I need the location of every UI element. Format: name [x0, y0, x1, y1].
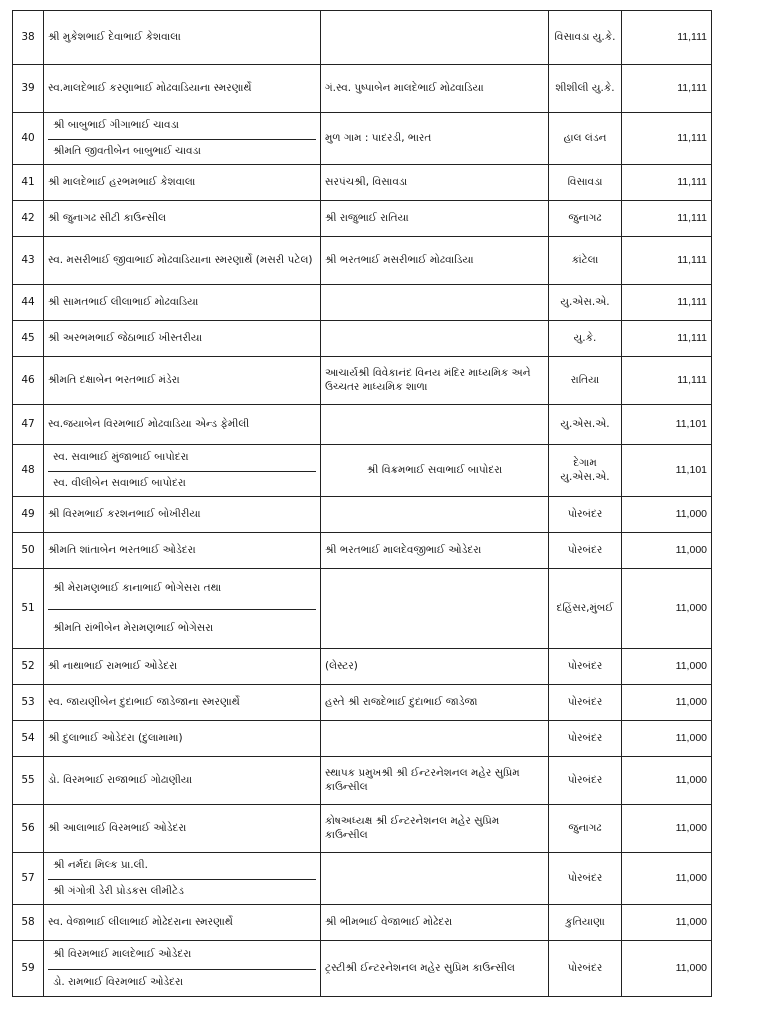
donation-amount: 11,111	[622, 285, 712, 321]
donor-name: શ્રી જુનાગઢ સીટી કાઉન્સીલ	[44, 201, 321, 237]
donor-note: સ્થાપક પ્રમુખશ્રી શ્રી ઈન્ટરનેશનલ મહેર સુપ્રિમ કાઉન્સીલ	[321, 757, 549, 805]
donor-name: શ્રી ગંગોત્રી ડેરી પ્રોડકસ લીમીટેડ	[48, 879, 316, 905]
donor-note: મુળ ગામ : પાદરડી, ભારત	[321, 113, 549, 165]
donor-note	[321, 569, 549, 649]
donor-names-cell	[44, 113, 321, 165]
donation-amount: 11,111	[622, 165, 712, 201]
table-row	[13, 853, 712, 905]
donor-note: શ્રી ભરતભાઈ માલદેવજીભાઈ ઓડેદરા	[321, 533, 549, 569]
donation-amount: 11,111	[622, 113, 712, 165]
donor-place: દેગામ યુ.એસ.એ.	[549, 445, 622, 497]
donor-name: શ્રી અરભમભાઈ જેઠાભાઈ ખીસ્તરીયા	[44, 321, 321, 357]
donation-amount: 11,000	[622, 721, 712, 757]
donor-place: કાંટેલા	[549, 237, 622, 285]
donor-place: યુ.એસ.એ.	[549, 285, 622, 321]
table-row	[13, 237, 712, 285]
donor-names-cell	[44, 445, 321, 497]
donation-amount: 11,111	[622, 321, 712, 357]
donor-place: પોરબંદર	[549, 685, 622, 721]
donor-place: શીશીલી યુ.કે.	[549, 65, 622, 113]
table-row	[13, 721, 712, 757]
table-row	[13, 357, 712, 405]
donor-note: સરપંચશ્રી, વિસાવડા	[321, 165, 549, 201]
donor-note	[321, 321, 549, 357]
row-number: 52	[13, 649, 44, 685]
donor-name: શ્રી નાથાભાઈ રામભાઈ ઓડેદરા	[44, 649, 321, 685]
donation-amount: 11,000	[622, 685, 712, 721]
donor-name: સ્વ. સવાભાઈ મુંજાભાઈ બાપોદરા	[53, 451, 189, 464]
donor-place: યુ.એસ.એ.	[549, 405, 622, 445]
table-row	[13, 11, 712, 65]
row-number: 49	[13, 497, 44, 533]
donor-name: સ્વ.જયાબેન વિરમભાઈ મોઢવાડિયા એન્ડ ફેમીલી	[44, 405, 321, 445]
row-number: 39	[13, 65, 44, 113]
donation-amount: 11,111	[622, 201, 712, 237]
donor-place: વિસાવડા યુ.કે.	[549, 11, 622, 65]
donor-place: દહિંસર,મુંબઈ	[549, 569, 622, 649]
donor-name: સ્વ. વીલીબેન સવાભાઈ બાપોદરા	[48, 471, 316, 497]
donor-table	[12, 10, 712, 997]
row-number: 55	[13, 757, 44, 805]
row-number: 51	[13, 569, 44, 649]
table-row	[13, 569, 712, 649]
donor-place: જુનાગઢ	[549, 805, 622, 853]
donor-note: આચાર્યશ્રી વિવેકાનંદ વિનય મંદિર માધ્યમિક અને ઉચ્ચતર માધ્યમિક શાળા	[321, 357, 549, 405]
table-row	[13, 405, 712, 445]
donor-name: શ્રીમતિ દક્ષાબેન ભરતભાઈ મંડેરા	[44, 357, 321, 405]
table-row	[13, 497, 712, 533]
donation-amount: 11,000	[622, 905, 712, 941]
donor-note: ટ્રસ્ટીશ્રી ઈન્ટરનેશનલ મહેર સુપ્રિમ કાઉન્સીલ	[321, 941, 549, 997]
donation-amount: 11,000	[622, 497, 712, 533]
table-row	[13, 905, 712, 941]
row-number: 43	[13, 237, 44, 285]
donor-place: પોરબંદર	[549, 853, 622, 905]
donor-name: શ્રીમતિ શાંતાબેન ભરતભાઈ ઓડેદરા	[44, 533, 321, 569]
row-number: 41	[13, 165, 44, 201]
donor-names-cell	[44, 569, 321, 649]
table-row	[13, 757, 712, 805]
donor-note: શ્રી ભરતભાઈ મસરીભાઈ મોઢવાડિયા	[321, 237, 549, 285]
donation-amount: 11,101	[622, 445, 712, 497]
donor-name: શ્રી મુકેશભાઈ દેવાભાઈ કેશવાલા	[44, 11, 321, 65]
donor-name: સ્વ. મસરીભાઈ જીવાભાઈ મોઢવાડિયાના સ્મરણાર્થે (મસરી પટેલ)	[44, 237, 321, 285]
table-row	[13, 445, 712, 497]
donor-place: પોરબંદર	[549, 497, 622, 533]
donation-amount: 11,000	[622, 649, 712, 685]
donor-name: શ્રી મેરામણભાઈ કાનાભાઈ ભોગેસરા તથા	[53, 582, 222, 595]
row-number: 45	[13, 321, 44, 357]
donation-amount: 11,000	[622, 941, 712, 997]
donor-note	[321, 497, 549, 533]
donation-amount: 11,111	[622, 11, 712, 65]
donor-name: શ્રી આલાભાઈ વિરમભાઈ ઓડેદરા	[44, 805, 321, 853]
row-number: 38	[13, 11, 44, 65]
row-number: 56	[13, 805, 44, 853]
donor-note	[321, 405, 549, 445]
row-number: 42	[13, 201, 44, 237]
table-row	[13, 533, 712, 569]
donor-names-cell	[44, 941, 321, 997]
donor-place: યુ.કે.	[549, 321, 622, 357]
table-row	[13, 201, 712, 237]
table-row	[13, 685, 712, 721]
donor-place: પોરબંદર	[549, 533, 622, 569]
donor-note: શ્રી ભીમભાઈ વેજાભાઈ મોઢેદરા	[321, 905, 549, 941]
donor-note: શ્રી વિક્રમભાઈ સવાભાઈ બાપોદરા	[321, 445, 549, 497]
donor-note	[321, 721, 549, 757]
donor-note: ગં.સ્વ. પુષ્પાબેન માલદેભાઈ મોઢવાડિયા	[321, 65, 549, 113]
donor-note: હસ્તે શ્રી રાજદેભાઈ દુદાભાઈ જાડેજા	[321, 685, 549, 721]
donor-place: પોરબંદર	[549, 757, 622, 805]
donor-name: શ્રી સામતભાઈ લીલાભાઈ મોઢવાડિયા	[44, 285, 321, 321]
row-number: 59	[13, 941, 44, 997]
donor-place: જુનાગઢ	[549, 201, 622, 237]
donor-name: ડો. રામભાઈ વિરમભાઈ ઓડેદરા	[48, 969, 316, 997]
donor-name: સ્વ. જાયણીબેન દુદાભાઈ જાડેજાના સ્મરણાર્થે	[44, 685, 321, 721]
donor-place: હાલ લંડન	[549, 113, 622, 165]
row-number: 47	[13, 405, 44, 445]
donor-name: શ્રીમતિ રાંભીબેન મેરામણભાઈ ભોગેસરા	[48, 609, 316, 649]
row-number: 53	[13, 685, 44, 721]
donor-name: સ્વ.માલદેભાઈ કરણાભાઈ મોઢવાડિયાના સ્મરણાર્થે	[44, 65, 321, 113]
donor-name: શ્રી નર્મદા મિલ્ક પ્રા.લી.	[53, 859, 148, 872]
donor-name: શ્રી બાબુભાઈ ગીગાભાઈ ચાવડા	[53, 119, 179, 132]
donor-name: શ્રી વિરમભાઈ કરશનભાઈ બોખીરીયા	[44, 497, 321, 533]
donor-note: શ્રી રાજુભાઈ રાતિયા	[321, 201, 549, 237]
row-number: 44	[13, 285, 44, 321]
donor-names-cell	[44, 853, 321, 905]
donation-amount: 11,000	[622, 533, 712, 569]
donor-name: શ્રી માલદેભાઈ હરભમભાઈ કેશવાલા	[44, 165, 321, 201]
donation-amount: 11,000	[622, 853, 712, 905]
donation-amount: 11,101	[622, 405, 712, 445]
donor-name: ડો. વિરમભાઈ રાજાભાઈ ગોઢાણીયા	[44, 757, 321, 805]
donor-note	[321, 11, 549, 65]
table-row	[13, 941, 712, 997]
donor-place: વિસાવડા	[549, 165, 622, 201]
table-row	[13, 321, 712, 357]
donor-place: કુતિયાણા	[549, 905, 622, 941]
donor-name: શ્રી વિરમભાઈ માલદેભાઈ ઓડેદરા	[53, 948, 192, 961]
donation-amount: 11,000	[622, 757, 712, 805]
donor-note: કોષઅધ્યક્ષ શ્રી ઈન્ટરનેશનલ મહેર સુપ્રિમ કાઉન્સીલ	[321, 805, 549, 853]
table-row	[13, 113, 712, 165]
row-number: 57	[13, 853, 44, 905]
table-row	[13, 65, 712, 113]
row-number: 40	[13, 113, 44, 165]
donation-amount: 11,000	[622, 569, 712, 649]
donor-place: પોરબંદર	[549, 941, 622, 997]
donor-note	[321, 285, 549, 321]
donor-place: પોરબંદર	[549, 649, 622, 685]
row-number: 46	[13, 357, 44, 405]
donor-table-body	[13, 11, 712, 997]
donor-place: રાતિયા	[549, 357, 622, 405]
donor-name: શ્રી દુલાભાઈ ઓડેદરા (દુલામામા)	[44, 721, 321, 757]
donor-name: શ્રીમતિ જીવતીબેન બાબુભાઈ ચાવડા	[48, 139, 316, 165]
donor-note	[321, 853, 549, 905]
donation-amount: 11,111	[622, 357, 712, 405]
donor-name: સ્વ. વેજાભાઈ લીલાભાઈ મોઢેદરાના સ્મરણાર્થે	[44, 905, 321, 941]
donor-note: (લેસ્ટર)	[321, 649, 549, 685]
row-number: 50	[13, 533, 44, 569]
table-row	[13, 165, 712, 201]
table-row	[13, 285, 712, 321]
row-number: 58	[13, 905, 44, 941]
table-row	[13, 649, 712, 685]
table-row	[13, 805, 712, 853]
row-number: 48	[13, 445, 44, 497]
donor-place: પોરબંદર	[549, 721, 622, 757]
donation-amount: 11,111	[622, 65, 712, 113]
donation-amount: 11,000	[622, 805, 712, 853]
donation-amount: 11,111	[622, 237, 712, 285]
row-number: 54	[13, 721, 44, 757]
